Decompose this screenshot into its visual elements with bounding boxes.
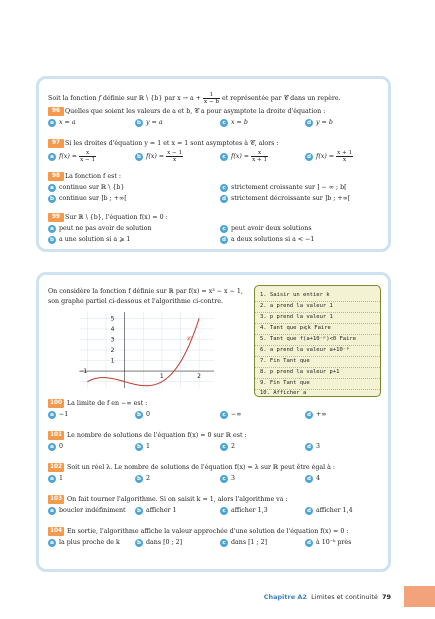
option-letter-b: b <box>136 507 141 514</box>
graph-grid <box>80 312 214 388</box>
option-103-b[interactable]: b afficher 1 <box>136 507 177 514</box>
algo-line-5: 5. Tant que f(a+10⁻ᵖ)<0 Faire <box>260 336 357 342</box>
curve-label: 𝒞 <box>186 335 191 343</box>
option-96-a[interactable]: a x = a <box>48 118 76 127</box>
option-99-a[interactable]: a peut ne pas avoir de solution <box>48 224 152 233</box>
option-102-a[interactable]: a 1 <box>48 474 63 483</box>
question-text-97: Si les droites d'équation y = 1 et x = 1 sont asymptotes à 𝒞, alors : <box>65 140 279 147</box>
question-number-99: 99 <box>48 213 64 222</box>
option-letter-a: a <box>48 507 56 515</box>
question-number-100: 100 <box>49 400 63 406</box>
question-number-102: 102 <box>49 464 63 470</box>
question-number-98: 98 <box>48 172 64 181</box>
option-101-d[interactable]: d 3 <box>306 443 321 450</box>
option-letter-b: b <box>136 475 141 482</box>
option-98-d[interactable]: d strictement décroissante sur ]b ; +∞[ <box>221 195 351 202</box>
option-letter-a: a <box>48 119 56 127</box>
option-letter-c: c <box>220 119 228 127</box>
option-99-b[interactable]: b a une solution si a ⩾ 1 <box>49 236 131 243</box>
option-letter-c: c <box>220 153 228 161</box>
page-edge-tab <box>404 586 435 607</box>
function-graph <box>60 310 220 392</box>
option-103-a[interactable]: a boucler indéfiniment <box>48 506 126 515</box>
question-text-98: La fonction f est : <box>65 173 121 180</box>
x-tick-label: 1 <box>159 373 164 381</box>
question-text-100: La limite de f en −∞ est : <box>67 400 148 407</box>
y-tick-label: 1 <box>110 357 115 365</box>
intro-fraction: $\frac{1}{x - b}$ <box>204 92 219 105</box>
option-letter-b: b <box>49 195 54 202</box>
option-102-d[interactable]: d 4 <box>306 475 321 482</box>
option-letter-a: a <box>48 153 56 161</box>
algo-line-10: 10. Afficher a <box>260 390 307 396</box>
page-number: 79 <box>381 593 391 601</box>
question-text-99: Sur ℝ \ {b}, l'équation f(x) = 0 : <box>65 214 168 221</box>
option-letter-d: d <box>306 539 311 546</box>
option-letter-a: a <box>48 443 56 451</box>
option-letter-d: d <box>306 443 311 450</box>
option-104-a[interactable]: a la plus proche de k <box>48 538 120 547</box>
question-text-104: En sortie, l'algorithme affiche la valeur approchée d'une solution de l'équation f(x) = 0 : <box>67 528 349 535</box>
question-number-97: 97 <box>48 139 64 148</box>
y-tick-label: 5 <box>110 315 115 323</box>
y-tick-label: 4 <box>110 325 115 333</box>
option-96-b[interactable]: b y = a <box>136 119 163 126</box>
option-letter-d: d <box>306 411 311 418</box>
question-number-96: 96 <box>48 107 64 116</box>
algo-line-4: 4. Tant que p⩽k Faire <box>260 325 331 331</box>
option-102-b[interactable]: b 2 <box>136 475 151 482</box>
chapter-title: Limites et continuité <box>311 593 378 601</box>
option-letter-d: d <box>221 236 226 243</box>
option-letter-b: b <box>136 153 141 160</box>
option-letter-c: c <box>220 184 228 192</box>
algo-line-8: 8. p prend la valeur p+1 <box>260 369 340 375</box>
question-text-101: Le nombre de solutions de l'équation f(x) = 0 sur ℝ est : <box>67 432 247 439</box>
option-98-b[interactable]: b continue sur ]b ; +∞[ <box>49 195 127 202</box>
option-101-a[interactable]: a 0 <box>48 442 63 451</box>
x-tick-label: −1 <box>78 368 88 376</box>
option-letter-b: b <box>136 411 141 418</box>
option-100-b[interactable]: b 0 <box>136 411 151 418</box>
x-tick-label: 2 <box>197 373 201 381</box>
graph-ticks <box>78 315 201 380</box>
option-letter-c: c <box>220 225 228 233</box>
page-footer <box>264 593 391 601</box>
option-99-d[interactable]: d a deux solutions si a < −1 <box>221 236 315 243</box>
box1-intro: Soit la fonction f définie sur ℝ \ {b} par x → a + $\frac{1}{x - b}$ et représentée par 𝒞 dans un repère. <box>48 92 341 105</box>
option-101-b[interactable]: b 1 <box>136 443 151 450</box>
algo-line-9: 9. Fin Tant que <box>260 380 310 386</box>
option-104-b[interactable]: b dans [0 ; 2] <box>136 539 183 546</box>
question-number-101: 101 <box>49 432 63 438</box>
option-letter-b: b <box>49 236 54 243</box>
option-letter-b: b <box>136 539 141 546</box>
option-97-c[interactable]: c f(x) = $\frac{x}{x + 1}$ <box>220 150 268 163</box>
option-104-d[interactable]: d à 10⁻ᵏ près <box>306 539 352 546</box>
option-102-c[interactable]: c 3 <box>220 474 235 483</box>
box2-intro-line1: On considère la fonction f définie sur ℝ par f(x) = x³ − x − 1, <box>48 288 243 295</box>
option-104-c[interactable]: c dans [1 ; 2] <box>220 538 267 547</box>
option-letter-a: a <box>48 539 56 547</box>
option-letter-a: a <box>48 225 56 233</box>
algorithm-box <box>254 285 381 397</box>
option-letter-b: b <box>136 119 141 126</box>
option-101-c[interactable]: c 2 <box>220 442 235 451</box>
option-letter-a: a <box>48 411 56 419</box>
option-99-c[interactable]: c peut avoir deux solutions <box>220 224 312 233</box>
algo-line-1: 1. Saisir un entier k <box>260 292 330 298</box>
option-98-a[interactable]: a continue sur ℝ \ {b} <box>48 183 124 192</box>
option-100-d[interactable]: d +∞ <box>306 411 327 418</box>
question-text-102: Soit un réel λ. Le nombre de solutions de l'équation f(x) = λ sur ℝ peut être égal à : <box>67 464 336 471</box>
question-number-103: 103 <box>49 496 63 502</box>
option-letter-c: c <box>220 443 228 451</box>
option-97-b[interactable]: b f(x) = $\frac{x - 1}{x}$ <box>136 150 183 163</box>
option-letter-c: c <box>220 507 228 515</box>
question-text-103: On fait tourner l'algorithme. Si on saisit k = 1, alors l'algorithme va : <box>67 496 288 503</box>
option-98-c[interactable]: c strictement croissante sur ] − ∞ ; b[ <box>220 183 347 192</box>
question-text-96: Quelles que soient les valeurs de a et b, 𝒞 a pour asymptote la droite d'équation : <box>65 108 326 115</box>
algo-line-2: 2. a prend la valeur 1 <box>260 303 333 309</box>
option-letter-d: d <box>306 475 311 482</box>
option-97-a[interactable]: a f(x) = $\frac{x}{x - 1}$ <box>48 150 96 163</box>
question-number-104: 104 <box>49 528 63 534</box>
box2-intro-line2: son graphe partiel ci-dessous et l'algorithme ci-contre. <box>48 298 223 305</box>
option-100-a[interactable]: a −1 <box>48 410 68 419</box>
algo-line-7: 7. Fin Tant que <box>260 358 310 364</box>
option-letter-d: d <box>306 153 311 160</box>
y-tick-label: 2 <box>110 347 115 354</box>
option-letter-b: b <box>136 443 141 450</box>
y-tick-label: 3 <box>110 336 115 344</box>
option-letter-c: c <box>220 539 228 547</box>
option-letter-d: d <box>221 195 226 202</box>
option-letter-c: c <box>220 411 228 419</box>
option-103-c[interactable]: c afficher 1,3 <box>220 506 268 515</box>
option-letter-c: c <box>220 475 228 483</box>
algo-line-6: 6. a prend la valeur a+10⁻ᵖ <box>260 347 350 353</box>
option-letter-a: a <box>48 475 56 483</box>
option-letter-d: d <box>306 119 311 126</box>
algo-line-3: 3. p prend la valeur 1 <box>260 314 333 320</box>
option-100-c[interactable]: c −∞ <box>220 410 242 419</box>
option-103-d[interactable]: d afficher 1,4 <box>306 507 353 514</box>
option-letter-a: a <box>48 184 56 192</box>
option-96-c[interactable]: c x = b <box>220 118 248 127</box>
option-97-d[interactable]: d f(x) = $\frac{x + 1}{x}$ <box>306 150 353 163</box>
option-letter-d: d <box>306 507 311 514</box>
option-96-d[interactable]: d y = b <box>306 119 333 126</box>
chapter-label: Chapitre A2 <box>263 593 307 601</box>
